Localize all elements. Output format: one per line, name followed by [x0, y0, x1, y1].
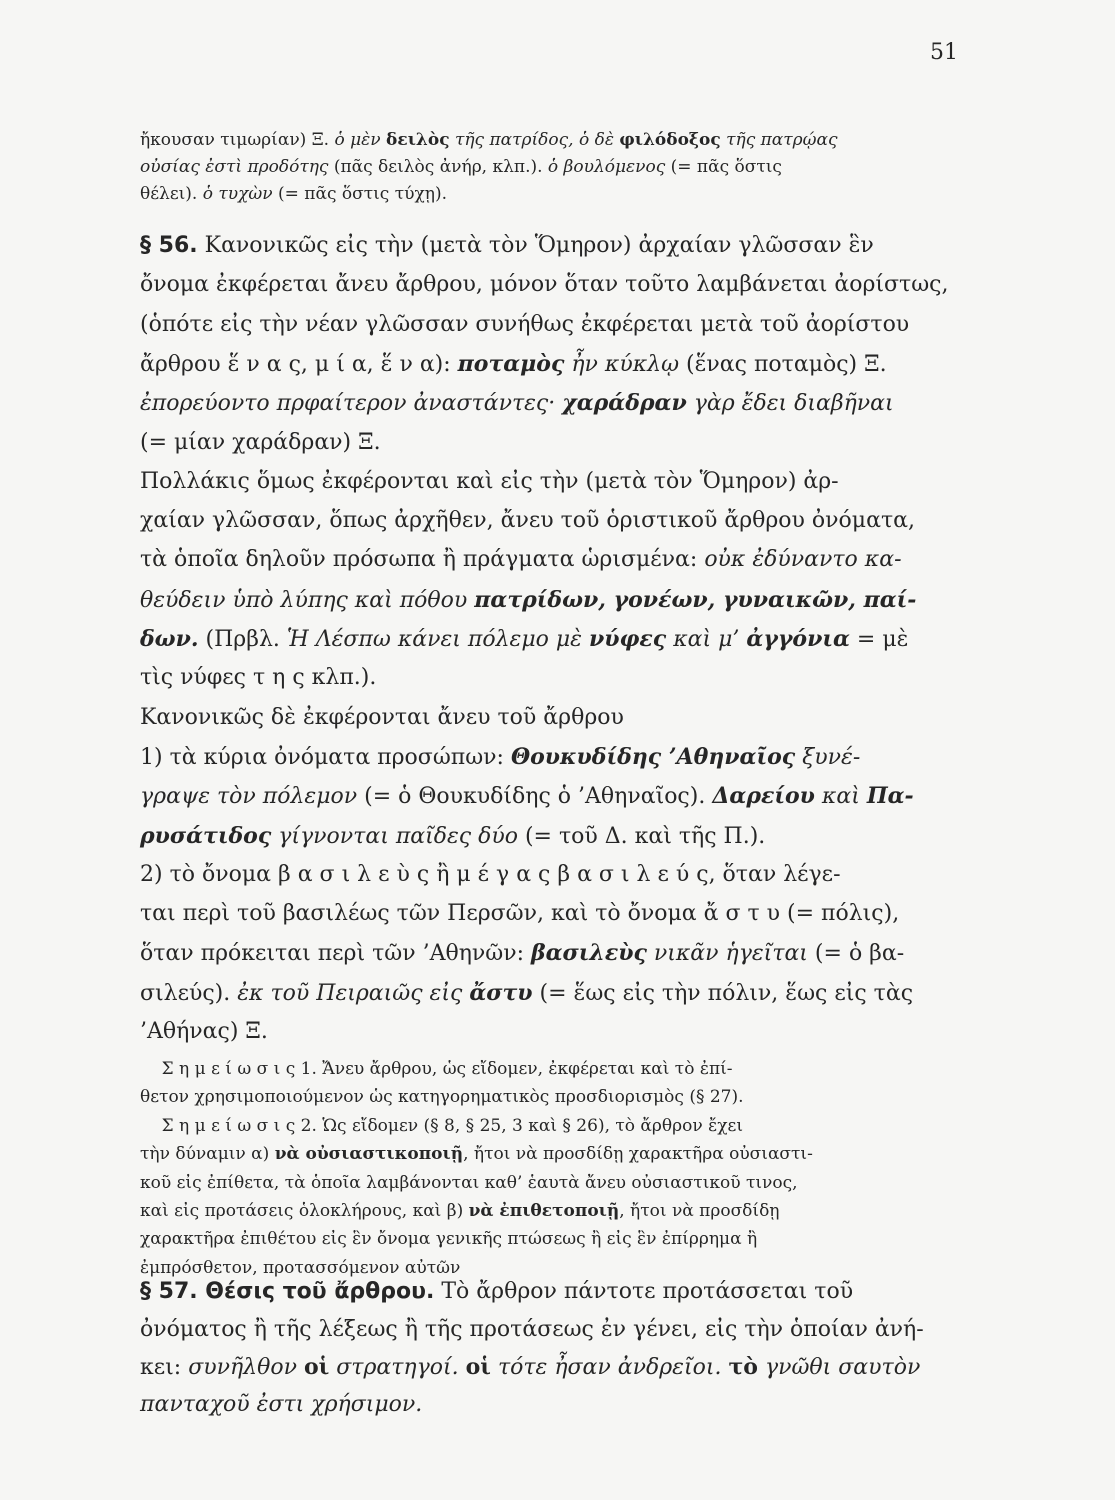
text-line: ἐπορεύοντο πρφαίτερον ἀναστάντες· χαράδραν γὰρ ἔδει διαβῆναι — [140, 390, 894, 417]
text-line: 1) τὰ κύρια ὀνόματα προσώπων: Θουκυδίδης ’Αθηναῖος ξυνέ- — [140, 743, 861, 770]
text-line: ὄνομα ἐκφέρεται ἄνευ ἄρθρου, μόνον ὅταν τοῦτο λαμβάνεται ἀορίστως, — [140, 272, 949, 298]
text-line: χαρακτῆρα ἐπιθέτου εἰς ἓν ὄνομα γενικῆς πτώσεως ἢ εἰς ἓν ἐπίρρημα ἢ — [140, 1229, 758, 1250]
text-line: πανταχοῦ ἐστι χρήσιμον. — [140, 1392, 423, 1418]
text-line: οὐσίας ἐστὶ προδότης (πᾶς δειλὸς ἀνήρ, κλπ.). ὁ βουλόμενος (= πᾶς ὅστις — [140, 157, 782, 177]
page-number: 51 — [930, 40, 958, 65]
text-line: κοῦ εἰς ἐπίθετα, τὰ ὁποῖα λαμβάνονται καθ’ ἑαυτὰ ἄνευ οὐσιαστικοῦ τινος, — [140, 1172, 798, 1193]
text-line: θεύδειν ὑπὸ λύπης καὶ πόθου πατρίδων, γονέων, γυναικῶν, παί- — [140, 586, 917, 613]
text-line: § 56. Κανονικῶς εἰς τὴν (μετὰ τὸν Ὅμηρον) ἀρχαίαν γλῶσσαν ἓν — [140, 233, 874, 258]
text-line: τὰ ὁποῖα δηλοῦν πρόσωπα ἢ πράγματα ὡρισμένα: οὐκ ἐδύναντο κα- — [140, 547, 902, 573]
text-line: ἤκουσαν τιμωρίαν) Ξ. ὁ μὲν δειλὸς τῆς πατρίδος, ὁ δὲ φιλόδοξος τῆς πατρῴας — [140, 130, 838, 150]
text-line: (= μίαν χαράδραν) Ξ. — [140, 429, 381, 455]
text-line: δων. (Πρβλ. Ἡ Λέσπω κάνει πόλεμο μὲ νύφες καὶ μ’ ἀγγόνια = μὲ — [140, 626, 909, 652]
text-line: κει: συνῆλθον οἱ στρατηγοί. οἱ τότε ἦσαν ἀνδρεῖοι. τὸ γνῶθι σαυτὸν — [140, 1354, 921, 1381]
text-line: ’Αθήνας) Ξ. — [140, 1019, 268, 1044]
text-line: § 57. Θέσις τοῦ ἄρθρου. Τὸ ἄρθρον πάντοτε προτάσσεται τοῦ — [140, 1279, 854, 1304]
text-line: Κανονικῶς δὲ ἐκφέρονται ἄνευ τοῦ ἄρθρου — [140, 704, 624, 730]
text-line: ἄρθρου ἕ ν α ς, μ ί α, ἕ ν α): ποταμὸς ἦν κύκλῳ (ἕνας ποταμὸς) Ξ. — [140, 350, 887, 377]
text-line: ται περὶ τοῦ βασιλέως τῶν Περσῶν, καὶ τὸ ὄνομα ἄ σ τ υ (= πόλις), — [140, 901, 900, 927]
text-line: ὅταν πρόκειται περὶ τῶν ’Αθηνῶν: βασιλεὺς νικᾶν ἡγεῖται (= ὁ βα- — [140, 940, 905, 967]
text-line: τὶς νύφες τ η ς κλπ.). — [140, 665, 377, 691]
text-line: Σ η μ ε ί ω σ ι ς 1. Ἄνευ ἄρθρου, ὡς εἴδομεν, ἐκφέρεται καὶ τὸ ἐπί- — [140, 1059, 733, 1079]
text-line: 2) τὸ ὄνομα β α σ ι λ ε ὺ ς ἢ μ έ γ α ς β α σ ι λ ε ύ ς, ὅταν λέγε- — [140, 861, 841, 887]
text-line: καὶ εἰς προτάσεις ὁλοκλήρους, καὶ β) νὰ ἐπιθετοποιῇ, ἤτοι νὰ προσδίδῃ — [140, 1201, 780, 1221]
text-line: (ὁπότε εἰς τὴν νέαν γλῶσσαν συνήθως ἐκφέρεται μετὰ τοῦ ἀορίστου — [140, 311, 910, 337]
text-line: θετον χρησιμοποιούμενον ὡς κατηγορηματικὸς προσδιορισμὸς (§ 27). — [140, 1087, 744, 1108]
text-line: χαίαν γλῶσσαν, ὅπως ἀρχῆθεν, ἄνευ τοῦ ὁριστικοῦ ἄρθρου ὀνόματα, — [140, 508, 915, 534]
text-line: σιλεύς). ἐκ τοῦ Πειραιῶς εἰς ἄστυ (= ἕως εἰς τὴν πόλιν, ἕως εἰς τὰς — [140, 979, 914, 1006]
text-line: Σ η μ ε ί ω σ ι ς 2. Ὡς εἴδομεν (§ 8, § 25, 3 καὶ § 26), τὸ ἄρθρον ἔχει — [140, 1115, 743, 1136]
text-line: ἐμπρόσθετον, προτασσόμενον αὐτῶν — [140, 1257, 461, 1278]
text-line: θέλει). ὁ τυχὼν (= πᾶς ὅστις τύχῃ). — [140, 184, 447, 204]
text-line: ρυσάτιδος γίγνονται παῖδες δύο (= τοῦ Δ. καὶ τῆς Π.). — [140, 822, 766, 849]
text-line: ὀνόματος ἢ τῆς λέξεως ἢ τῆς προτάσεως ἐν γένει, εἰς τὴν ὁποίαν ἀνή- — [140, 1316, 924, 1342]
text-line: τὴν δύναμιν α) νὰ οὐσιαστικοποιῇ, ἤτοι νὰ προσδίδῃ χαρακτῆρα οὐσιαστι- — [140, 1144, 813, 1165]
text-line: Πολλάκις ὅμως ἐκφέρονται καὶ εἰς τὴν (μετὰ τὸν Ὅμηρον) ἀρ- — [140, 468, 839, 494]
text-line: γραψε τὸν πόλεμον (= ὁ Θουκυδίδης ὁ ’Αθηναῖος). Δαρείου καὶ Πα- — [140, 783, 914, 810]
